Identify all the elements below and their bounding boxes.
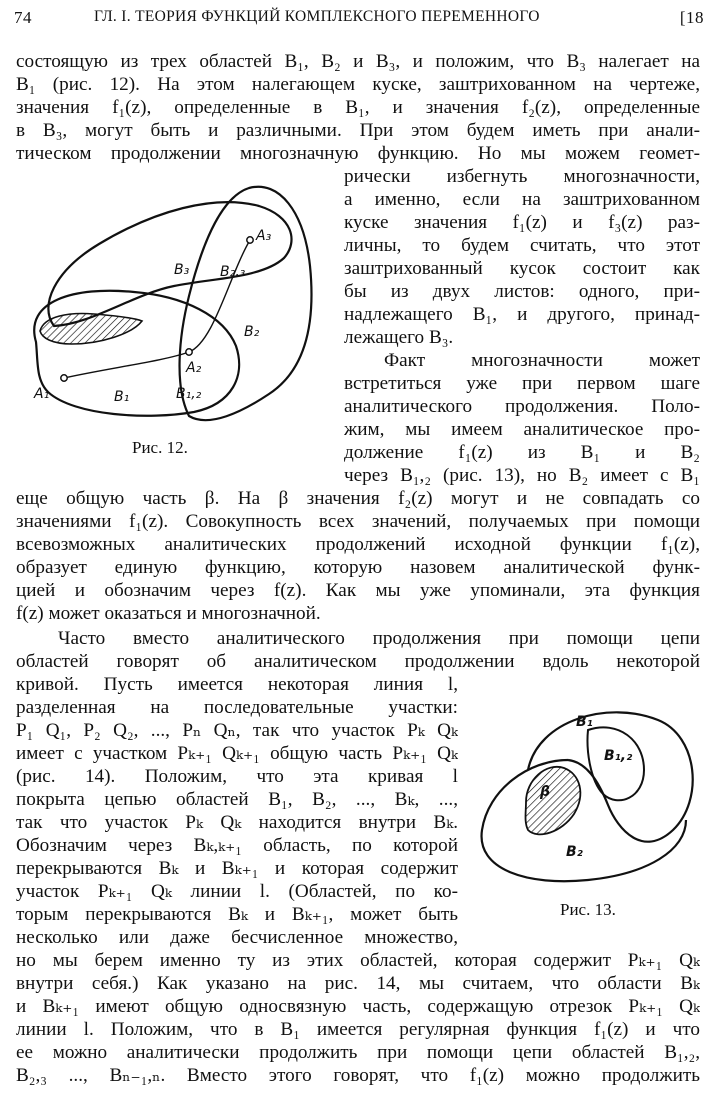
label-a2: A₂ <box>186 360 202 376</box>
figure-12-diagram <box>14 166 334 438</box>
point-a3 <box>247 237 253 243</box>
label-b1: B₁ <box>576 714 593 730</box>
region-b3 <box>48 202 291 326</box>
chapter-title: ГЛ. I. ТЕОРИЯ ФУНКЦИЙ КОМПЛЕКСНОГО ПЕРЕМЕННОГО <box>94 8 540 25</box>
section-number: [18 <box>679 8 704 27</box>
text-line: жим, мы имеем аналитическое про- <box>344 419 700 440</box>
text-line: (рис. 14). Положим, что эта кривая l <box>16 766 458 787</box>
text-line: Факт многозначности может <box>384 350 700 371</box>
text-line: рически избегнуть многозначности, <box>344 166 700 187</box>
label-beta: β <box>540 784 551 800</box>
hatched-overlap <box>40 314 142 344</box>
text-line: встретиться уже при первом шаге <box>344 373 700 394</box>
text-line: образует единую функцию, которую назовем аналитической функ- <box>16 557 700 578</box>
text-line: значениями f₁(z). Совокупность всех значений, получаемых при помощи <box>16 511 700 532</box>
label-b23: B₂,₃ <box>220 264 246 280</box>
region-beta <box>526 767 581 835</box>
text-line: через B₁,₂ (рис. 13), но B₂ имеет с B₁ <box>344 465 700 486</box>
text-line: так что участок Pₖ Qₖ находится внутри Bₖ. <box>16 812 458 833</box>
label-b2: B₂ <box>566 844 583 860</box>
text-line: Часто вместо аналитического продолжения при помощи цепи <box>58 628 700 649</box>
text-line: Обозначим через Bₖ,ₖ₊₁ область, по которой <box>16 835 458 856</box>
figure-13-diagram <box>468 690 708 900</box>
label-b1: B₁ <box>114 389 130 405</box>
text-line: линии l. Положим, что в B₁ имеется регулярная функция f₁(z) и что <box>16 1019 700 1040</box>
region-b1 <box>34 291 239 416</box>
text-line: перекрываются Bₖ и Bₖ₊₁ и которая содержит <box>16 858 458 879</box>
running-header <box>14 8 704 38</box>
text-line: участок Pₖ₊₁ Qₖ линии l. (Областей, по ко- <box>16 881 458 902</box>
text-line: но мы берем именно ту из этих областей, которая содержит Pₖ₊₁ Qₖ <box>16 950 700 971</box>
text-line: всевозможных аналитических продолжений исходной функции f₁(z), <box>16 534 700 555</box>
text-line: областей говорят об аналитическом продолжении вдоль некоторой <box>16 651 700 672</box>
point-a2 <box>186 349 192 355</box>
text-line: B₁ (рис. 12). На этом налегающем куске, заштрихованном на чертеже, <box>16 74 700 95</box>
label-a1: A₁ <box>34 386 50 402</box>
text-line: B₂,₃ ..., Bₙ₋₁,ₙ. Вместо этого говорят, что f₁(z) можно продолжить <box>16 1065 700 1086</box>
text-line: разделенная на последовательные участки: <box>16 697 458 718</box>
region-b2 <box>482 760 686 881</box>
text-line: несколько или даже бесчисленное множество, <box>16 927 458 948</box>
text-line: тическом продолжении многозначную функцию. Но мы можем геомет- <box>16 143 700 164</box>
text-line: f(z) может оказаться и многозначной. <box>16 603 321 624</box>
text-line: личны, то будем считать, что этот <box>344 235 700 256</box>
point-a1 <box>61 375 67 381</box>
label-b3: B₃ <box>174 262 190 278</box>
text-line: надлежащего B₁, и другого, принад- <box>344 304 700 325</box>
label-b12: B₁,₂ <box>176 386 202 402</box>
text-line: кривой. Пусть имеется некоторая линия l, <box>16 674 458 695</box>
continuation-curve <box>64 240 250 378</box>
text-line: в B₃, могут быть и различными. При этом будем иметь при анали- <box>16 120 700 141</box>
figure-13-caption: Рис. 13. <box>560 900 616 919</box>
text-line: еще общую часть β. На β значения f₂(z) могут и не совпадать со <box>16 488 700 509</box>
text-line: состоящую из трех областей B₁, B₂ и B₃, и положим, что B₃ налегает на <box>16 51 700 72</box>
text-line: имеет с участком Pₖ₊₁ Qₖ₊₁ общую часть Pₖ₊₁ Qₖ <box>16 743 458 764</box>
text-line: P₁ Q₁, P₂ Q₂, ..., Pₙ Qₙ, так что участок Pₖ Qₖ <box>16 720 458 741</box>
page-number: 74 <box>14 8 32 27</box>
text-line: аналитического продолжения. Поло- <box>344 396 700 417</box>
text-line: цией и обозначим через f(z). Как мы уже упоминали, эта функция <box>16 580 700 601</box>
text-line: внутри себя.) Как указано на рис. 14, мы считаем, что области Bₖ <box>16 973 700 994</box>
label-a3: A₃ <box>256 228 272 244</box>
text-line: а именно, если на заштрихованном <box>344 189 700 210</box>
text-line: торым перекрываются Bₖ и Bₖ₊₁, может быть <box>16 904 458 925</box>
text-line: покрыта цепью областей B₁, B₂, ..., Bₖ, ..., <box>16 789 458 810</box>
text-line: и Bₖ₊₁ имеют общую односвязную часть, содержащую отрезок Pₖ₊₁ Qₖ <box>16 996 700 1017</box>
label-b2: B₂ <box>244 324 260 340</box>
text-line: куске значения f₁(z) и f₃(z) раз- <box>344 212 700 233</box>
label-b12: B₁,₂ <box>604 748 633 764</box>
text-line: заштрихованный кусок состоит как <box>344 258 700 279</box>
text-line: значения f₁(z), определенные в B₁, и значения f₂(z), определенные <box>16 97 700 118</box>
text-line: должение f₁(z) из B₁ и B₂ <box>344 442 700 463</box>
text-line: бы из двух листов: одного, при- <box>344 281 700 302</box>
text-line: ее можно аналитически продолжить при помощи цепи областей B₁,₂, <box>16 1042 700 1063</box>
text-line: лежащего B₃. <box>344 327 454 348</box>
figure-12-caption: Рис. 12. <box>132 438 188 457</box>
